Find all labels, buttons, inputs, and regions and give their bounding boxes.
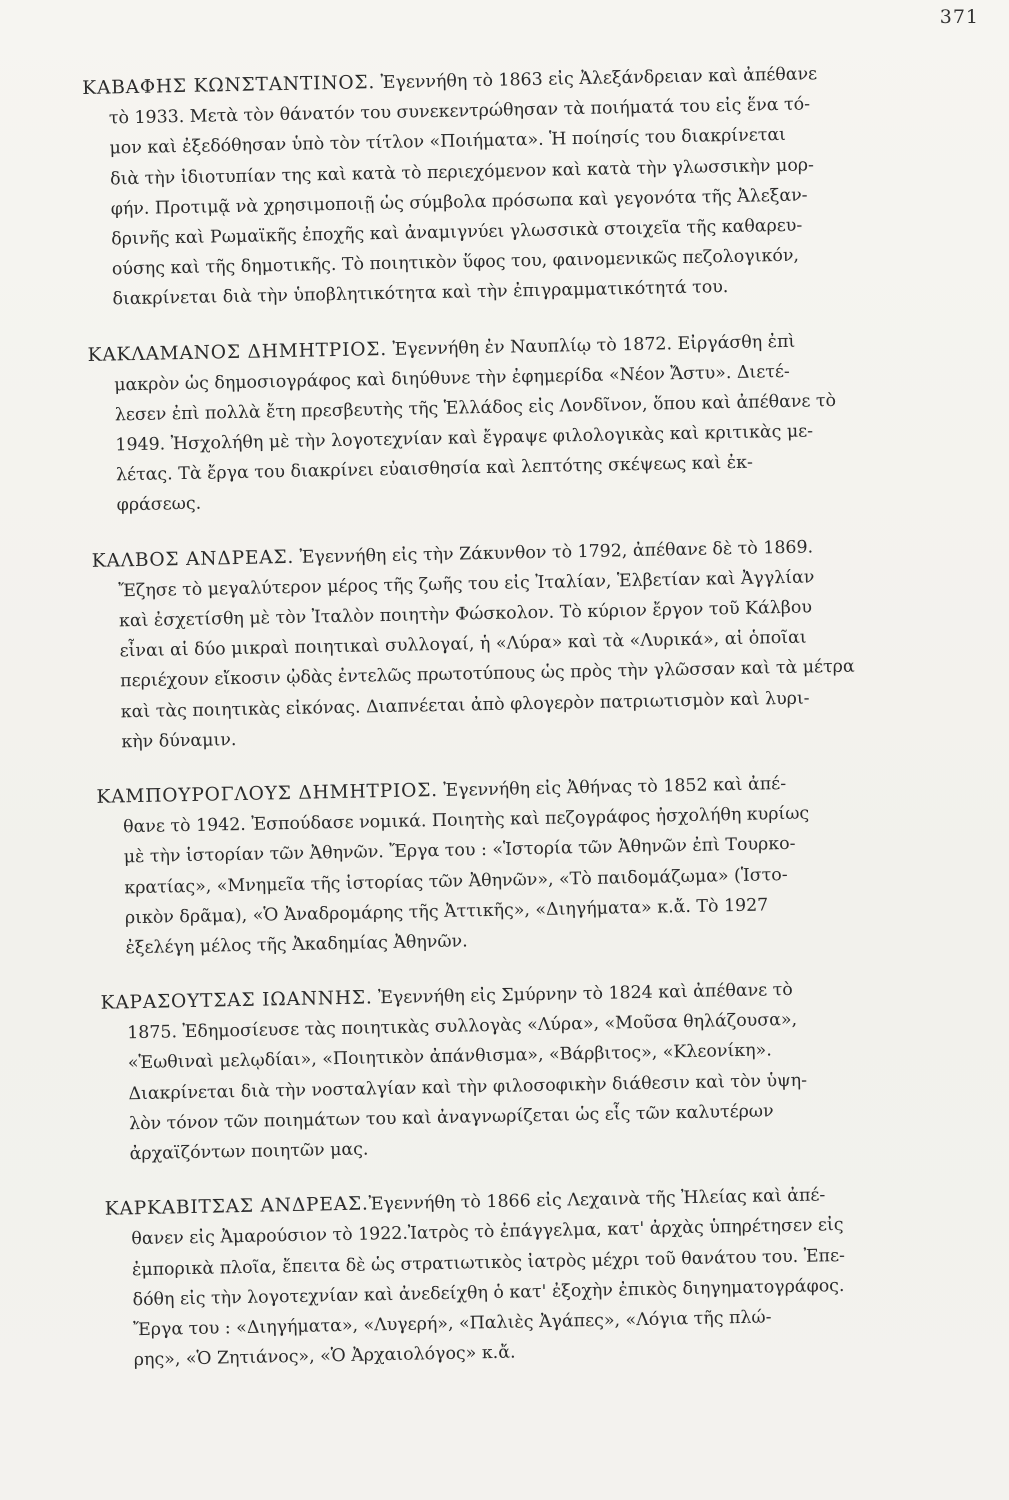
entry-line: τὸ 1933. Μετὰ τὸν θάνατόν του συνεκεντρώθησαν τὰ ποιήματά του εἰς ἕνα τό-	[108, 94, 811, 129]
entry-name: ΚΑΛΒΟΣ ΑΝΔΡΕΑΣ.	[91, 546, 295, 572]
entry-kaklamanos	[87, 323, 970, 522]
entry-text: Ἐγεννήθη εἰς Ἀθήνας τὸ 1852 καὶ ἀπέ-	[437, 773, 787, 801]
entry-line: καὶ ἐσχετίσθη μὲ τὸν Ἰταλὸν ποιητὴν Φώσκολον. Τὸ κύριον ἔργον τοῦ Κάλβου	[118, 597, 813, 632]
entry-line: δρινῆς καὶ Ρωμαϊκῆς ἐποχῆς καὶ ἀναμιγνύει γλωσσικὰ στοιχεῖα τῆς καθαρευ-	[111, 215, 803, 250]
entry-line: Ἔργα του : «Διηγήματα», «Λυγερή», «Παλιὲς Ἀγάπες», «Λόγια τῆς πλώ-	[133, 1307, 772, 1341]
entry-line: λεσεν ἐπὶ πολλὰ ἔτη πρεσβευτὴς τῆς Ἑλλάδος εἰς Λονδῖνον, ὅπου καὶ ἀπέθανε τὸ	[114, 390, 837, 426]
entry-line: «Ἑωθιναὶ μελῳδίαι», «Ποιητικὸν ἀπάνθισμα», «Βάρβιτος», «Κλεονίκη».	[127, 1040, 772, 1074]
entry-line: μον καὶ ἐξεδόθησαν ὑπὸ τὸν τίτλον «Ποιήματα». Ἡ ποίησίς του διακρίνεται	[109, 125, 787, 159]
entry-line: μακρὸν ὡς δημοσιογράφος καὶ διηύθυνε τὴν ἐφημερίδα «Νέον Ἄστυ». Διετέ-	[114, 361, 790, 396]
entry-line: ρικὸν δρᾶμα), «Ὁ Ἀναδρομάρης τῆς Ἀττικῆς», «Διηγήματα» κ.ἄ. Τὸ 1927	[124, 895, 769, 928]
entry-text: Ἐγεννήθη τὸ 1863 εἰς Ἀλεξάνδρειαν καὶ ἀπέθανε	[374, 64, 818, 94]
entry-karasoutsas	[100, 971, 983, 1170]
entry-name: ΚΑΚΛΑΜΑΝΟΣ ΔΗΜΗΤΡΙΟΣ.	[87, 338, 388, 366]
entry-kampouroglous	[96, 765, 979, 964]
entry-line: 1949. Ἠσχολήθη μὲ τὴν λογοτεχνίαν καὶ ἔγραψε φιλολογικὰς καὶ κριτικὰς με-	[115, 421, 814, 456]
entry-kavafis	[82, 56, 967, 315]
entry-line: περιέχουν εἴκοσιν ᾠδὰς ἐντελῶς πρωτοτύπους ὡς πρὸς τὴν γλῶσσαν καὶ τὰ μέτρα	[120, 656, 855, 692]
entry-line: κὴν δύναμιν.	[121, 729, 237, 753]
entry-line: ἀρχαϊζόντων ποιητῶν μας.	[129, 1139, 369, 1165]
entry-text: Ἐγεννήθη εἰς Σμύρνην τὸ 1824 καὶ ἀπέθανε τὸ	[372, 979, 793, 1009]
entry-karkavitsas	[105, 1177, 988, 1376]
entry-line: εἶναι αἱ δύο μικραὶ ποιητικαὶ συλλογαί, ἡ «Λύρα» καὶ τὰ «Λυρικά», αἱ ὁποῖαι	[119, 627, 807, 662]
entry-name: ΚΑΡΑΣΟΥΤΣΑΣ ΙΩΑΝΝΗΣ.	[100, 987, 373, 1014]
entry-kalvos	[91, 529, 975, 758]
entry-line: καὶ τὰς ποιητικὰς εἰκόνας. Διαπνέεται ἀπὸ φλογερὸν πατριωτισμὸν καὶ λυρι-	[120, 688, 810, 722]
entry-line: ἐμπορικὰ πλοῖα, ἔπειτα δὲ ὡς στρατιωτικὸς ἰατρὸς μέχρι τοῦ θανάτου του. Ἐπε-	[131, 1245, 846, 1280]
entry-name: ΚΑΜΠΟΥΡΟΓΛΟΥΣ ΔΗΜΗΤΡΙΟΣ.	[96, 779, 439, 808]
entry-line: ούσης καὶ τῆς δημοτικῆς. Τὸ ποιητικὸν ὕφος του, φαινομενικῶς πεζολογικόν,	[111, 245, 800, 280]
entry-line: δόθη εἰς τὴν λογοτεχνίαν καὶ ἀνεδείχθη ὁ κατ' ἐξοχὴν ἐπικὸς διηγηματογράφος.	[132, 1275, 845, 1310]
entry-name: ΚΑΒΑΦΗΣ ΚΩΝΣΤΑΝΤΙΝΟΣ.	[82, 72, 376, 99]
entry-line: ρης», «Ὁ Ζητιάνος», «Ὁ Ἀρχαιολόγος» κ.ἄ.	[133, 1342, 516, 1371]
entry-text: Ἐγεννήθη τὸ 1866 εἰς Λεχαινὰ τῆς Ἠλείας καὶ ἀπέ-	[368, 1185, 826, 1215]
page-number: 371	[939, 6, 979, 28]
entry-line: ἐξελέγη μέλος τῆς Ἀκαδημίας Ἀθηνῶν.	[125, 931, 468, 959]
entry-line: Ἔζησε τὸ μεγαλύτερον μέρος τῆς ζωῆς του εἰς Ἰταλίαν, Ἑλβετίαν καὶ Ἀγγλίαν	[118, 567, 815, 602]
entry-line: θανε τὸ 1942. Ἐσπούδασε νομικά. Ποιητὴς καὶ πεζογράφος ἠσχολήθη κυρίως	[122, 803, 810, 838]
entry-line: φήν. Προτιμᾷ νὰ χρησιμοποιῇ ὡς σύμβολα πρόσωπα καὶ γεγονότα τῆς Ἀλεξαν-	[110, 185, 808, 220]
entry-line: μὲ τὴν ἱστορίαν τῶν Ἀθηνῶν. Ἔργα του : «Ἱστορία τῶν Ἀθηνῶν ἐπὶ Τουρκο-	[123, 834, 796, 868]
entry-line: διακρίνεται διὰ τὴν ὑποβλητικότητα καὶ τὴν ἐπιγραμματικότητά του.	[112, 277, 729, 310]
entry-line: φράσεως.	[116, 494, 202, 516]
entry-name: ΚΑΡΚΑΒΙΤΣΑΣ ΑΝΔΡΕΑΣ.	[104, 1193, 369, 1220]
entry-line: θανεν εἰς Ἀμαρούσιον τὸ 1922.Ἰατρὸς τὸ ἐπάγγελμα, κατ' ἀρχὰς ὑπηρέτησεν εἰς	[131, 1215, 844, 1250]
entry-line: Διακρίνεται διὰ τὴν νοσταλγίαν καὶ τὴν φιλοσοφικὴν διάθεσιν καὶ τὸν ὑψη-	[128, 1070, 808, 1104]
entry-line: λὸν τόνον τῶν ποιημάτων του καὶ ἀναγνωρίζεται ὡς εἷς τῶν καλυτέρων	[128, 1101, 774, 1135]
biography-list	[82, 56, 988, 1401]
entry-line: διὰ τὴν ἰδιοτυπίαν της καὶ κατὰ τὸ περιεχόμενον καὶ κατὰ τὴν γλωσσικὴν μορ-	[109, 154, 815, 190]
entry-text: Ἐγεννήθη ἐν Ναυπλίῳ τὸ 1872. Εἰργάσθη ἐπὶ	[386, 331, 796, 360]
entry-text: Ἐγεννήθη εἰς τὴν Ζάκυνθον τὸ 1792, ἀπέθανε δὲ τὸ 1869.	[293, 537, 814, 568]
entry-line: 1875. Ἐδημοσίευσε τὰς ποιητικὰς συλλογὰς «Λύρα», «Μοῦσα θηλάζουσα»,	[127, 1010, 798, 1044]
entry-line: λέτας. Τὰ ἔργα του διακρίνει εὐαισθησία καὶ λεπτότης σκέψεως καὶ ἐκ-	[115, 452, 754, 486]
entry-line: κρατίας», «Μνημεῖα τῆς ἱστορίας τῶν Ἀθηνῶν», «Τὸ παιδομάζωμα» (Ἱστο-	[124, 864, 788, 898]
